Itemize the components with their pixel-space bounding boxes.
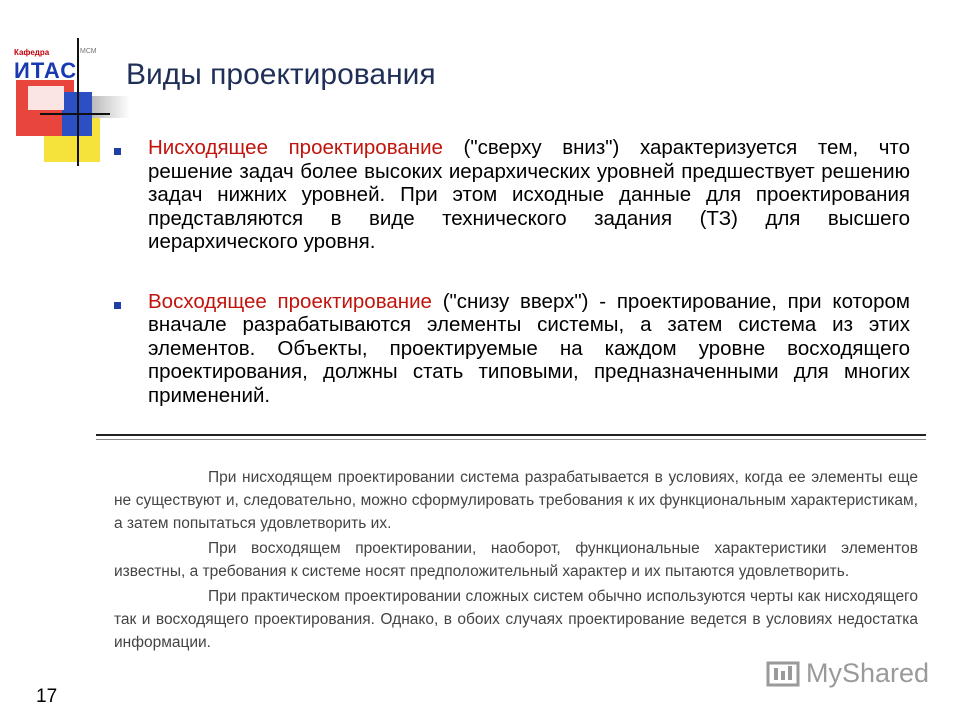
bullet-term: Нисходящее проектирование <box>148 136 443 159</box>
myshared-logo-icon <box>766 659 800 689</box>
note-paragraph: При восходящем проектировании, наоборот, функциональные характеристики элементов известны, а требования к системе носят предположительный характер и их пытаются удовлетворить. <box>114 540 918 580</box>
bullet-marker <box>114 148 121 155</box>
note-paragraph: При практическом проектировании сложных систем обычно используются черты как нисходящего так и восходящего проектирования. Однако, в обоих случаях проектирование ведется в условиях недостатка информации. <box>114 588 918 651</box>
watermark <box>766 658 929 689</box>
logo-white-inner <box>28 86 64 110</box>
bullet-marker <box>114 302 121 309</box>
separator-line <box>96 434 926 436</box>
slide-title: Виды проектирования <box>126 58 436 91</box>
bullet-list <box>110 136 910 443</box>
separator-line-thin <box>96 439 926 440</box>
bullet-term: Восходящее проектирование <box>148 289 432 313</box>
logo-brand-text: ИТАС <box>14 58 78 83</box>
bullet-item <box>110 290 910 408</box>
bullet-text: ("снизу вверх") - проектирование, при котором вначале разрабатываются элементы системы, а затем система из этих элементов. Объекты, проектируемые на каждом уровне восходящего проектирования, должны стать типовыми, предназначенными для многих применений. <box>148 289 910 407</box>
bullet-text: ("сверху вниз") характеризуется тем, что решение задач более высоких иерархических уровней предшествует решению задач нижних уровней. При этом исходные данные для проектирования представляются в виде технического задания (ТЗ) для высшего иерархического уровня. <box>148 136 910 253</box>
page-number: 17 <box>36 686 58 707</box>
watermark-text: MyShared <box>806 658 930 688</box>
note-paragraph: При нисходящем проектировании система разрабатывается в условиях, когда ее элементы еще не существуют и, следовательно, можно сформулировать требования к их функциональным характеристикам, а затем попытаться удовлетворить их. <box>114 469 918 532</box>
department-logo <box>0 0 110 175</box>
bullet-paragraph <box>148 136 910 254</box>
logo-hline <box>40 113 110 115</box>
bullet-item <box>110 136 910 254</box>
speaker-notes <box>114 466 918 656</box>
bullet-paragraph <box>148 290 910 408</box>
logo-corner-label: МСМ <box>80 48 97 55</box>
logo-vline <box>77 38 79 166</box>
logo-top-label: Кафедра <box>14 48 50 57</box>
